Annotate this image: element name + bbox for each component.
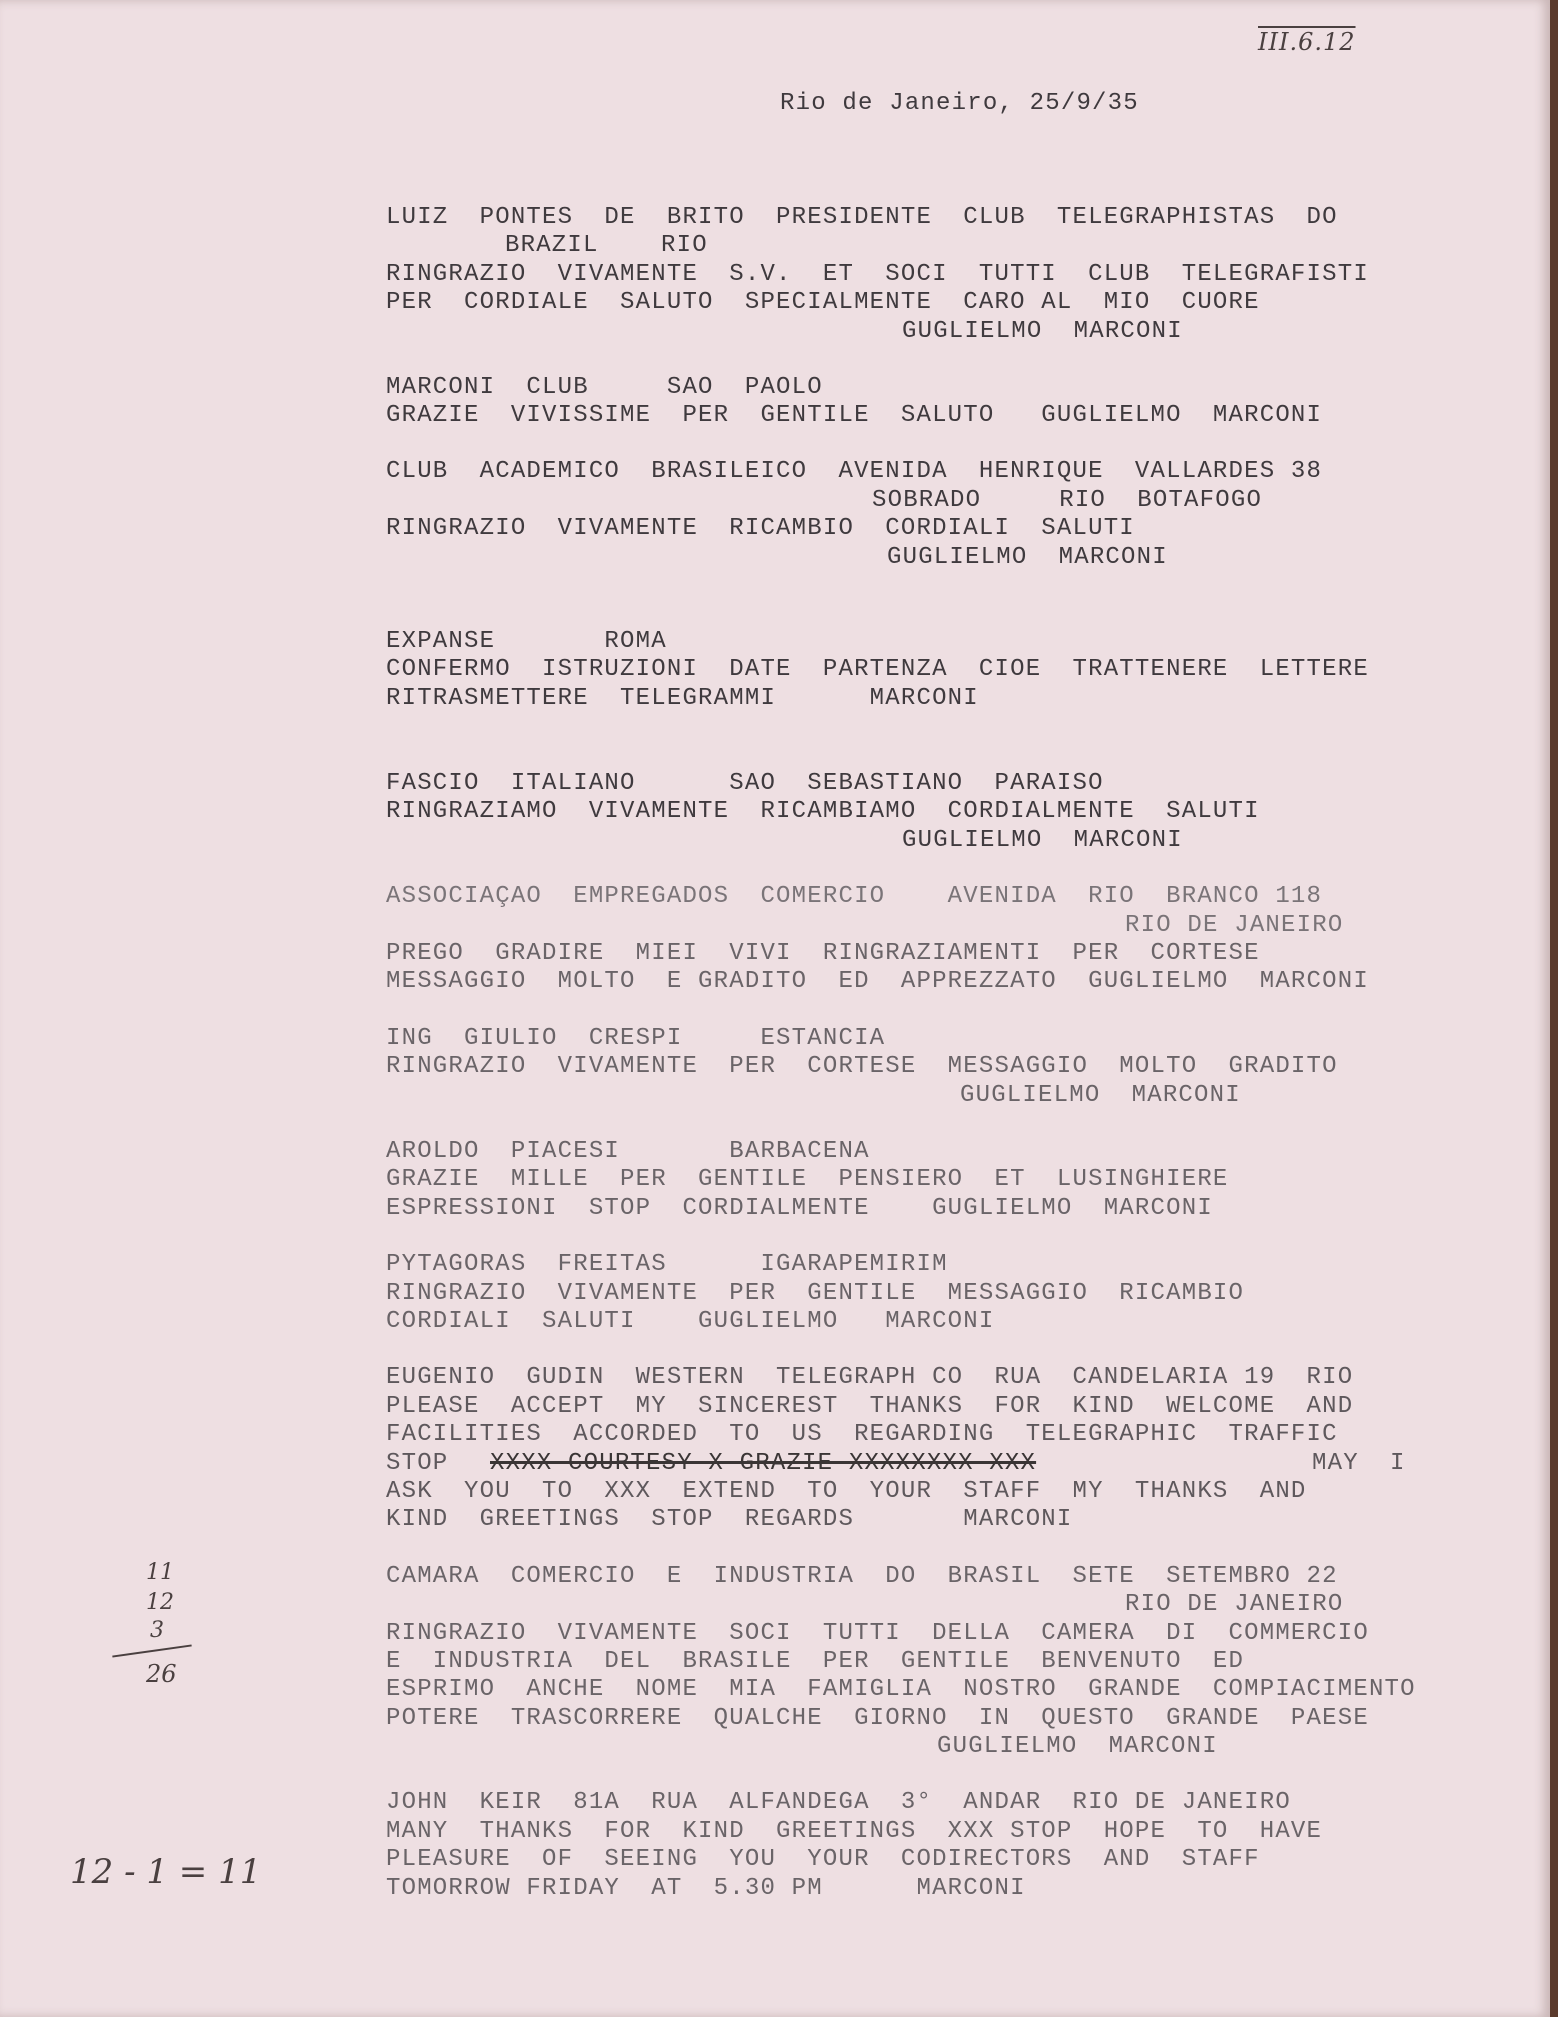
telegram-line: MARCONI CLUB SAO PAOLO bbox=[386, 374, 823, 401]
telegram-signature: GUGLIELMO MARCONI bbox=[937, 1733, 1218, 1760]
telegram-signature: GUGLIELMO MARCONI bbox=[887, 544, 1168, 571]
telegram-line: ASSOCIAÇAO EMPREGADOS COMERCIO AVENIDA RIO BRANCO 118 bbox=[386, 883, 1323, 910]
telegram-line: CAMARA COMERCIO E INDUSTRIA DO BRASIL SETE SETEMBRO 22 bbox=[386, 1563, 1338, 1590]
telegram-line: RINGRAZIO VIVAMENTE SOCI TUTTI DELLA CAMERA DI COMMERCIO bbox=[386, 1620, 1369, 1647]
telegram-line: GRAZIE VIVISSIME PER GENTILE SALUTO GUGLIELMO MARCONI bbox=[386, 402, 1323, 429]
telegram-signature: GUGLIELMO MARCONI bbox=[960, 1082, 1241, 1109]
telegram-line: PER CORDIALE SALUTO SPECIALMENTE CARO AL MIO CUORE bbox=[386, 289, 1260, 316]
telegram-line: FACILITIES ACCORDED TO US REGARDING TELEGRAPHIC TRAFFIC bbox=[386, 1421, 1338, 1448]
archive-mark: III.6.12 bbox=[1258, 28, 1356, 56]
telegram-line: RIO DE JANEIRO bbox=[1125, 912, 1344, 939]
telegram-line: SOBRADO RIO BOTAFOGO bbox=[872, 487, 1263, 514]
telegram-line: EXPANSE ROMA bbox=[386, 628, 667, 655]
telegram-line: MAY I bbox=[1312, 1450, 1406, 1477]
telegram-line: MANY THANKS FOR KIND GREETINGS XXX STOP HOPE TO HAVE bbox=[386, 1818, 1323, 1845]
telegram-signature: GUGLIELMO MARCONI bbox=[902, 827, 1183, 854]
telegram-line: RINGRAZIO VIVAMENTE PER GENTILE MESSAGGIO RICAMBIO bbox=[386, 1280, 1245, 1307]
tally-sum-line bbox=[112, 1644, 191, 1657]
telegram-line: CONFERMO ISTRUZIONI DATE PARTENZA CIOE TRATTENERE LETTERE bbox=[386, 656, 1369, 683]
telegram-line: RINGRAZIO VIVAMENTE S.V. ET SOCI TUTTI CLUB TELEGRAFISTI bbox=[386, 261, 1369, 288]
telegram-signature: GUGLIELMO MARCONI bbox=[902, 318, 1183, 345]
telegram-line: PYTAGORAS FREITAS IGARAPEMIRIM bbox=[386, 1251, 948, 1278]
telegram-line: LUIZ PONTES DE BRITO PRESIDENTE CLUB TELEGRAPHISTAS DO bbox=[386, 204, 1338, 231]
telegram-line: JOHN KEIR 81A RUA ALFANDEGA 3° ANDAR RIO DE JANEIRO bbox=[386, 1789, 1291, 1816]
telegram-line: ASK YOU TO XXX EXTEND TO YOUR STAFF MY THANKS AND bbox=[386, 1478, 1307, 1505]
telegram-line: RINGRAZIO VIVAMENTE PER CORTESE MESSAGGIO MOLTO GRADITO bbox=[386, 1053, 1338, 1080]
tally-total: 26 bbox=[146, 1660, 177, 1688]
tally-number: 11 bbox=[146, 1560, 174, 1585]
telegram-line: RIO DE JANEIRO bbox=[1125, 1591, 1344, 1618]
telegram-line: CORDIALI SALUTI GUGLIELMO MARCONI bbox=[386, 1308, 995, 1335]
telegram-line: RINGRAZIAMO VIVAMENTE RICAMBIAMO CORDIALMENTE SALUTI bbox=[386, 798, 1260, 825]
telegram-line: ESPRIMO ANCHE NOME MIA FAMIGLIA NOSTRO GRANDE COMPIACIMENTO bbox=[386, 1676, 1416, 1703]
telegram-line: GRAZIE MILLE PER GENTILE PENSIERO ET LUSINGHIERE bbox=[386, 1166, 1229, 1193]
telegram-line: PLEASE ACCEPT MY SINCEREST THANKS FOR KIND WELCOME AND bbox=[386, 1393, 1354, 1420]
telegram-line: TOMORROW FRIDAY AT 5.30 PM MARCONI bbox=[386, 1875, 1026, 1902]
telegram-line: RINGRAZIO VIVAMENTE RICAMBIO CORDIALI SALUTI bbox=[386, 515, 1135, 542]
telegram-line: FASCIO ITALIANO SAO SEBASTIANO PARAISO bbox=[386, 770, 1104, 797]
telegram-line: RITRASMETTERE TELEGRAMMI MARCONI bbox=[386, 685, 979, 712]
struck-out-text: XXXX COURTESY X GRAZIE XXXXXXXX XXX bbox=[490, 1450, 1037, 1477]
tally-number: 12 bbox=[146, 1590, 174, 1615]
telegram-line: EUGENIO GUDIN WESTERN TELEGRAPH CO RUA CANDELARIA 19 RIO bbox=[386, 1364, 1354, 1391]
telegram-line: STOP bbox=[386, 1450, 449, 1477]
telegram-line: ING GIULIO CRESPI ESTANCIA bbox=[386, 1025, 886, 1052]
telegram-line: CLUB ACADEMICO BRASILEICO AVENIDA HENRIQUE VALLARDES 38 bbox=[386, 458, 1323, 485]
telegram-line: ESPRESSIONI STOP CORDIALMENTE GUGLIELMO MARCONI bbox=[386, 1195, 1213, 1222]
margin-calculation: 12 - 1 = 11 bbox=[70, 1852, 262, 1892]
telegram-line: E INDUSTRIA DEL BRASILE PER GENTILE BENVENUTO ED bbox=[386, 1648, 1245, 1675]
telegram-line: POTERE TRASCORRERE QUALCHE GIORNO IN QUESTO GRANDE PAESE bbox=[386, 1705, 1369, 1732]
telegram-line: AROLDO PIACESI BARBACENA bbox=[386, 1138, 870, 1165]
telegram-line: BRAZIL RIO bbox=[505, 232, 708, 259]
telegram-line: PREGO GRADIRE MIEI VIVI RINGRAZIAMENTI PER CORTESE bbox=[386, 940, 1260, 967]
tally-number: 3 bbox=[150, 1618, 164, 1643]
date-line: Rio de Janeiro, 25/9/35 bbox=[780, 90, 1139, 117]
telegram-line: MESSAGGIO MOLTO E GRADITO ED APPREZZATO GUGLIELMO MARCONI bbox=[386, 968, 1369, 995]
telegram-line: KIND GREETINGS STOP REGARDS MARCONI bbox=[386, 1506, 1073, 1533]
telegram-line: PLEASURE OF SEEING YOU YOUR CODIRECTORS AND STAFF bbox=[386, 1846, 1260, 1873]
